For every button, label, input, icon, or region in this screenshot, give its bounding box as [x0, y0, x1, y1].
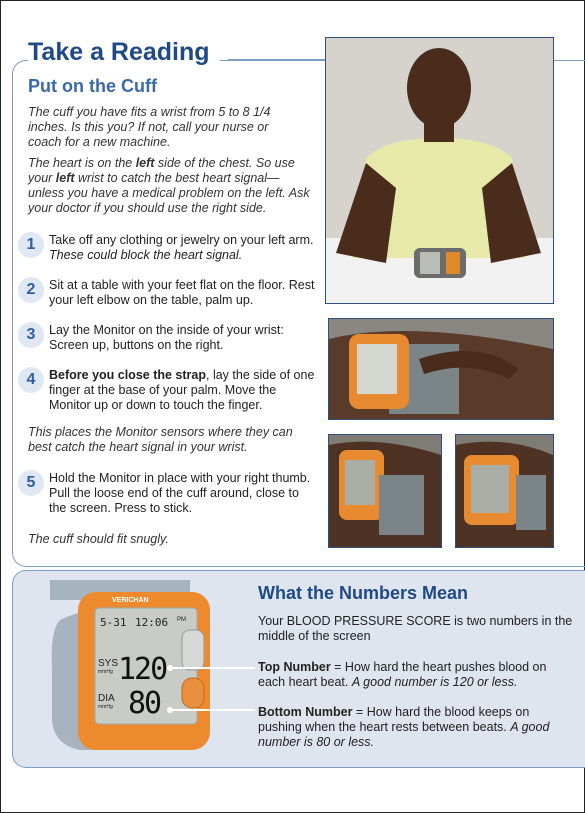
- man-seated-photo: [325, 37, 554, 304]
- monitor-on-wrist-photo: [328, 318, 554, 420]
- step-number: 5: [18, 470, 44, 496]
- bottom-number-text: Bottom Number = How hard the blood keeps on pushing when the heart rests between beats. A good number is 80 or less.: [258, 705, 550, 749]
- step-number: 2: [18, 277, 44, 303]
- strap-wrap-photo: [328, 434, 442, 548]
- sys-value: 120: [118, 652, 167, 687]
- step-text: Take off any clothing or jewelry on your left arm. These could block the heart signal.: [49, 233, 314, 262]
- step-text: Lay the Monitor on the inside of your wrist: Screen up, buttons on the right.: [49, 323, 284, 352]
- monitor-time: 12:06: [135, 616, 169, 629]
- monitor-date: 5-31: [100, 616, 127, 629]
- sensor-note: This places the Monitor sensors where they can best catch the heart signal in your wrist.: [28, 425, 293, 454]
- step-text: Hold the Monitor in place with your right thumb. Pull the loose end of the cuff around, close to the screen. Press to stick.: [49, 471, 311, 515]
- intro-left-wrist: The heart is on the left side of the chest. So use your left wrist to catch the best heart signal— unless you have a medical problem on the left. Ask your doctor if you should use the right side.: [28, 156, 310, 215]
- brand-logo: VERICHAN: [112, 597, 149, 604]
- dia-value: 80: [128, 686, 161, 721]
- intro-cuff-size: The cuff you have fits a wrist from 5 to 8 1/4 inches. Is this you? If not, call your nurse or coach for a new machine.: [28, 105, 271, 149]
- numbers-title: What the Numbers Mean: [258, 583, 469, 603]
- thumb-hold-photo: [455, 434, 554, 548]
- monitor-ampm: PM: [177, 617, 186, 623]
- step-number: 4: [18, 367, 44, 393]
- page-title: Take a Reading: [28, 38, 220, 67]
- step-number: 3: [18, 322, 44, 348]
- top-number-text: Top Number = How hard the heart pushes blood on each heart beat. A good number is 120 or less.: [258, 660, 547, 689]
- section-subtitle: Put on the Cuff: [28, 76, 157, 96]
- pointer-lines: [165, 660, 260, 720]
- step-text: Sit at a table with your feet flat on the floor. Rest your left elbow on the table, palm up.: [49, 278, 315, 307]
- snug-note: The cuff should fit snugly.: [28, 532, 169, 546]
- step-number: 1: [18, 232, 44, 258]
- numbers-intro: Your BLOOD PRESSURE SCORE is two numbers in the middle of the screen: [258, 614, 573, 643]
- sys-label: SYS: [98, 658, 119, 669]
- step-text: Before you close the strap, lay the side of one finger at the base of your palm. Move the Monitor up or down to touch the finger.: [49, 368, 315, 412]
- sys-unit: mmHg: [98, 669, 113, 675]
- dia-label: DIA: [98, 693, 115, 704]
- title-rule: [228, 59, 328, 60]
- dia-unit: mmHg: [98, 704, 113, 710]
